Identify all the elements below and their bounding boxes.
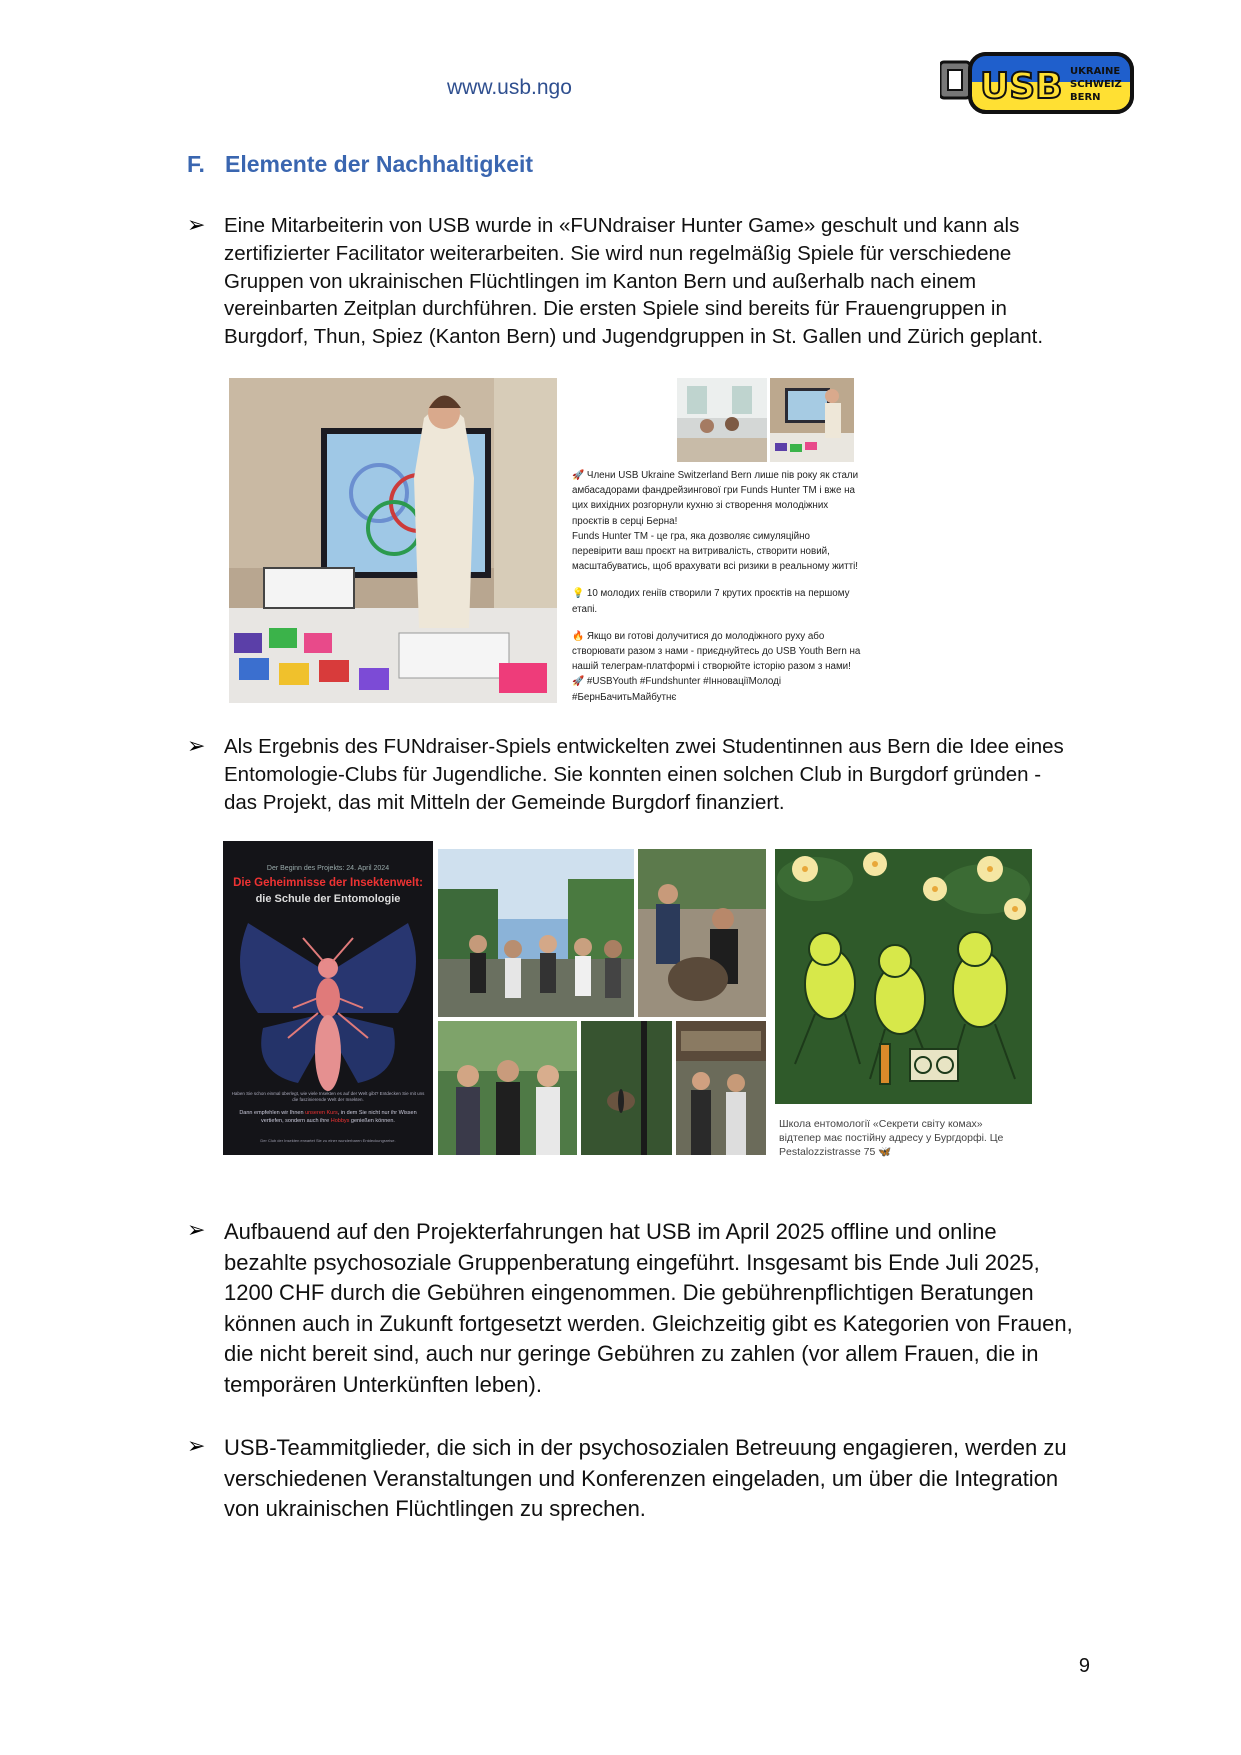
group-photo-outdoor [438, 849, 634, 1017]
caption-line: Школа ентомології «Секрети світу комах» [779, 1118, 983, 1130]
poster-highlight-end: genießen können. [349, 1118, 395, 1124]
bullet-text: USB-Teammitglieder, die sich in der psychosozialen Betreuung engagieren, werden zu verschiedenen Veranstaltungen und Konferenzen eingeladen, um über die Integration von ukrainischen Flüchtlingen zu sprechen. [224, 1435, 1067, 1522]
insect-illustration-icon [228, 913, 428, 1113]
poster-date: Der Beginn des Projekts: 24. April 2024 [266, 865, 390, 872]
logo-sub-3: BERN [1070, 92, 1101, 103]
bullet-text: Als Ergebnis des FUNdraiser-Spiels entwickelten zwei Studentinnen aus Bern die Idee eines Entomologie-Clubs für Jugendliche. Sie konnten einen solchen Club in Burgdorf gründen - das Projekt, das mit Mitteln der Gemeinde Burgdorf finanziert. [224, 735, 1064, 814]
logo-sub-2: SCHWEIZ [1070, 79, 1122, 90]
section-title: Elemente der Nachhaltigkeit [225, 151, 534, 177]
visitors-photo [676, 1021, 766, 1155]
animal-petting-photo [638, 849, 766, 1017]
logo-text: USB [980, 66, 1063, 107]
section-heading [187, 151, 533, 178]
post-photo-group [677, 378, 767, 462]
post-line: 🔥 Якщо ви готові долучитися до молодіжного руху або створювати разом з нами - приєднуйтесь до USB Youth Bern на нашій телеграм-платформі і створюйте історію разом з нами! 🚀 #USBYouth #Fundshunter #ІнноваціїМолоді #БернБачитьМайбутнє [572, 630, 861, 703]
poster-title-1: Die Geheimnisse der Insektenwelt: [233, 877, 423, 889]
poster-highlight-pre: Dann empfehlen wir Ihnen [239, 1110, 306, 1116]
poster-footer: Der Club der Insekten erwartet Sie zu einer wunderbaren Entdeckungsreise. [260, 1138, 396, 1143]
bullet-item [187, 733, 1077, 818]
usb-logo [940, 52, 1136, 118]
butterfly-photo [581, 1021, 672, 1155]
poster-title-2: die Schule der Entomologie [255, 893, 401, 905]
social-post-text [572, 468, 862, 705]
arrow-bullet-icon: ➢ [187, 1433, 206, 1458]
post-photo-presenter [770, 378, 854, 462]
arrow-bullet-icon: ➢ [187, 212, 206, 237]
entomology-poster [223, 841, 433, 1155]
poster-highlight [229, 1109, 427, 1125]
bullet-text: Eine Mitarbeiterin von USB wurde in «FUNdraiser Hunter Game» geschult und kann als zertifizierter Facilitator weiterarbeiten. Sie wird nun regelmäßig Spiele für verschiedene Gruppen von ukrainischen Flüchtlingen im Kanton Bern und außerhalb nach einem vereinbarten Zeitplan durchführen. Die ersten Spiele sind bereits für Frauengruppen in Burgdorf, Thun, Spiez (Kanton Bern) und Jugendgruppen in St. Gallen und Zürich geplant. [224, 214, 1044, 349]
post-line: Funds Hunter TM - це гра, яка дозволяє симуляційно перевірити ваш проєкт на витривалість, створити новий, масштабуватись, щоб врахувати всі ризики в реальному житті! [572, 530, 859, 573]
arrow-bullet-icon: ➢ [187, 1217, 206, 1242]
header-url[interactable]: www.usb.ngo [447, 76, 572, 99]
frogs-illustration [775, 849, 1032, 1104]
bullet-text: Aufbauend auf den Projekterfahrungen hat USB im April 2025 offline und online bezahlte psychosoziale Gruppenberatung eingeführt. Insgesamt bis Ende Juli 2025, 1200 CHF durch die Gebühren eingenommen. Die gebührenpflichtigen Beratungen können auch in Zukunft fortgesetzt werden. Gleichzeitig gibt es Kategorien von Frauen, die nicht bereit sind, auch nur geringe Gebühren zu zahlen (vor allem Frauen, die in temporären Unterkünften leben). [224, 1219, 1073, 1397]
section-letter: F. [187, 151, 205, 177]
bullet-item [187, 212, 1077, 352]
poster-highlight-post: , in dem Sie nicht nur ihr Wissen vertiefen, sondern auch ihre [261, 1110, 417, 1124]
bullet-item [187, 1433, 1077, 1533]
kids-photo [438, 1021, 577, 1155]
caption-line: відтепер має постійну адресу у Бургдорфі. Це [779, 1132, 1004, 1144]
bullet-item [187, 1217, 1077, 1407]
post-line: 💡 10 молодих геніїв створили 7 крутих проєктів на першому етапі. [572, 588, 850, 615]
frogs-caption [779, 1117, 1039, 1159]
poster-body: Haben Sie schon einmal überlegt, wie viele Insekten es auf der Welt gibt? Entdecken Sie mit uns die faszinierende Welt der Insekten. [231, 1091, 425, 1102]
page-number: 9 [1078, 1655, 1090, 1677]
caption-line: Pestalozzistrasse 75 🦋 [779, 1146, 892, 1158]
post-line: 🚀 Члени USB Ukraine Switzerland Bern лише пів року як стали амбасадорами фандрейзингової гри Funds Hunter TM і вже на цих вихідних розгорнули кухню зі створення молодіжних проєктів в серці Берна! [572, 470, 859, 527]
workshop-photo [229, 378, 557, 703]
poster-highlight-red: unseren Kurs [305, 1110, 338, 1116]
logo-sub-1: UKRAINE [1070, 66, 1121, 77]
arrow-bullet-icon: ➢ [187, 733, 206, 758]
poster-highlight-red2: Hobbys [330, 1118, 350, 1124]
